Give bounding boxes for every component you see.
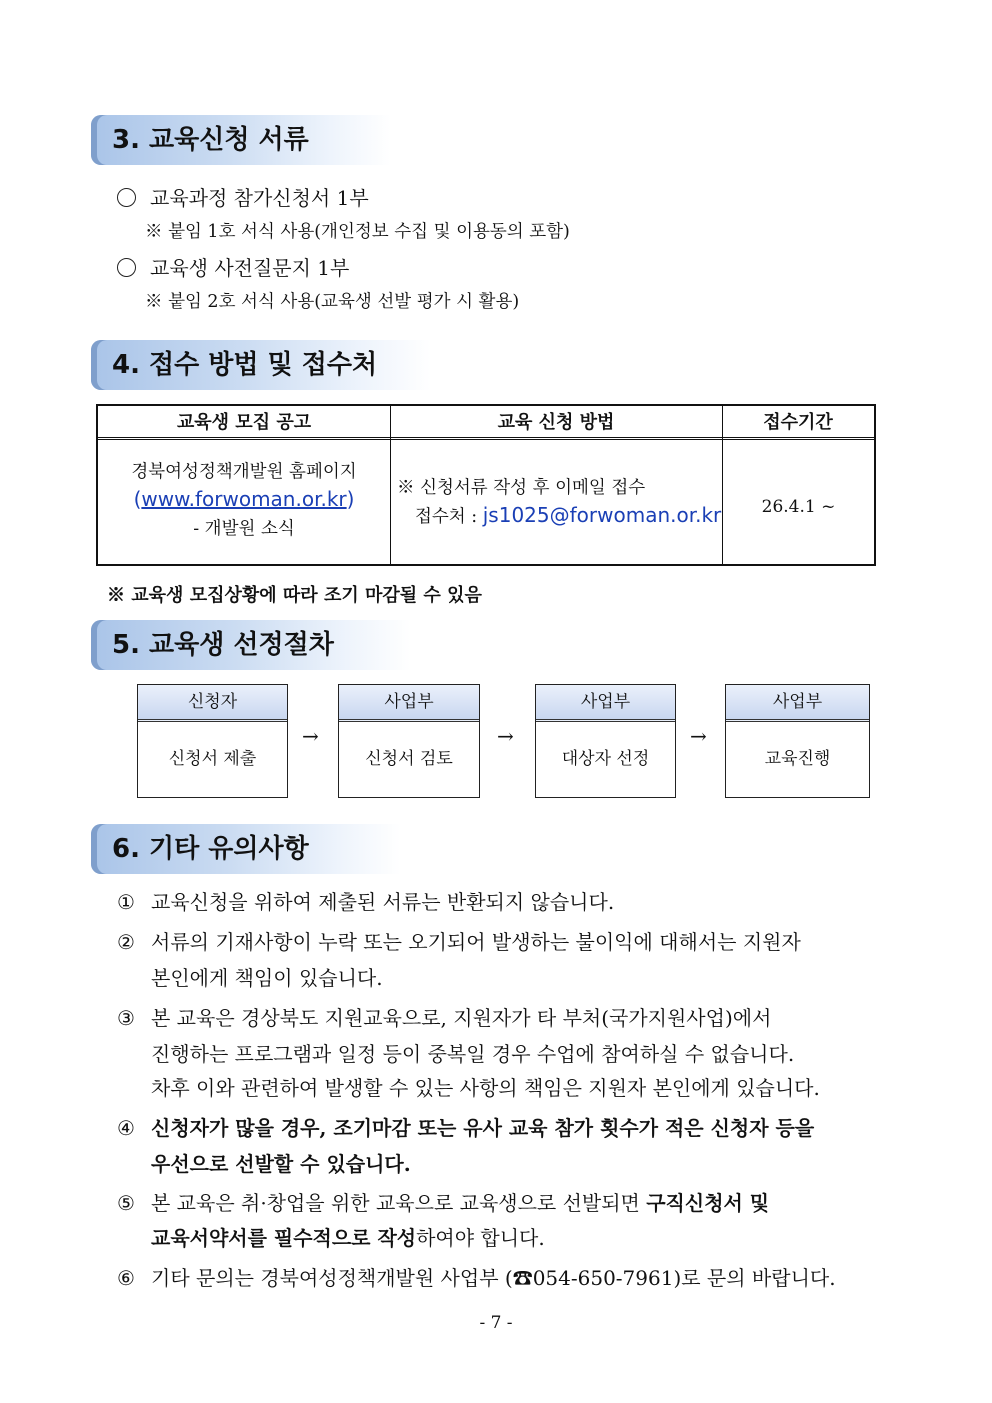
arrow-right-icon: → [302, 724, 319, 748]
flow-step-2 [338, 684, 480, 798]
table-cell-notice [98, 446, 390, 564]
item-text: 신청자가 많을 경우, 조기마감 또는 유사 교육 참가 횟수가 적은 신청자 등을 [151, 1116, 815, 1140]
paren-open: ( [133, 487, 142, 511]
page-number: - 7 - [479, 1313, 513, 1333]
notice-line: 경북여성정책개발원 홈페이지 [131, 462, 357, 482]
notice-line: - 개발원 소식 [193, 519, 295, 539]
table-cell-method [391, 446, 722, 564]
circle-bullet-icon [117, 258, 136, 277]
item-number: ② [117, 930, 135, 954]
method-line: ※ 신청서류 작성 후 이메일 접수 [397, 478, 646, 498]
step-action: 대상자 선정 [561, 749, 650, 769]
notice-item-3 [117, 1002, 771, 1031]
arrow-right-icon: → [690, 724, 707, 748]
phone-icon: ☎ [512, 1266, 533, 1290]
item-number: ⑤ [117, 1191, 135, 1215]
section-3-heading: 3. 교육신청 서류 [91, 115, 391, 165]
application-table [96, 404, 876, 566]
flow-step-3 [535, 684, 676, 798]
table-header-cell: 접수기간 [763, 412, 833, 433]
notice-item-6 [117, 1262, 836, 1291]
table-cell-period: 26.4.1 ~ [761, 497, 836, 517]
notice-item-4-cont: 우선으로 선발할 수 있습니다. [151, 1152, 411, 1176]
item-text: 교육생 사전질문지 1부 [150, 256, 350, 280]
method-email-line [415, 503, 722, 528]
notice-item-5-cont [151, 1222, 545, 1251]
item-number: ⑥ [117, 1266, 135, 1290]
section-5-heading: 5. 교육생 선정절차 [91, 620, 411, 670]
arrow-right-icon: → [497, 724, 514, 748]
item-text: 본 교육은 경상북도 지원교육으로, 지원자가 타 부처(국가지원사업)에서 [151, 1006, 772, 1030]
notice-item-3-cont: 진행하는 프로그램과 일정 등이 중복일 경우 수업에 참여하실 수 없습니다. [151, 1042, 795, 1066]
step-action: 신청서 제출 [168, 749, 257, 769]
notice-item-2-cont: 본인에게 책임이 있습니다. [151, 966, 383, 990]
document-item [117, 252, 349, 281]
step-action: 신청서 검토 [365, 749, 453, 769]
item-text: 하여야 합니다. [416, 1226, 545, 1250]
table-header-cell: 교육 신청 방법 [497, 412, 615, 433]
step-actor: 신청자 [138, 685, 287, 722]
item-text: 054-650-7961)로 문의 바랍니다. [532, 1266, 836, 1290]
notice-item-5 [117, 1187, 769, 1216]
item-text: 서류의 기재사항이 누락 또는 오기되어 발생하는 불이익에 대해서는 지원자 [151, 930, 801, 954]
document-item [117, 182, 369, 211]
step-actor: 사업부 [536, 685, 675, 722]
notice-url-line [98, 487, 390, 511]
notice-item-3-cont: 차후 이와 관련하여 발생할 수 있는 사항의 책임은 지원자 본인에게 있습니다. [151, 1076, 820, 1100]
item-text: 본 교육은 취·창업을 위한 교육으로 교육생으로 선발되면 [151, 1191, 647, 1215]
notice-item-4 [117, 1112, 814, 1141]
item-text: 교육신청을 위하여 제출된 서류는 반환되지 않습니다. [151, 890, 615, 914]
notice-item-1 [117, 886, 614, 915]
step-actor: 사업부 [339, 685, 479, 722]
paren-close: ) [346, 487, 355, 511]
email-link[interactable]: js1025@forwoman.or.kr [482, 503, 722, 527]
item-note: ※ 붙임 2호 서식 사용(교육생 선발 평가 시 활용) [145, 292, 520, 312]
item-note: ※ 붙임 1호 서식 사용(개인정보 수집 및 이용동의 포함) [145, 222, 570, 242]
item-text-bold: 교육서약서를 필수적으로 작성 [151, 1226, 417, 1250]
section-4-heading: 4. 접수 방법 및 접수처 [91, 340, 431, 390]
deadline-note: ※ 교육생 모집상황에 따라 조기 마감될 수 있음 [107, 585, 482, 606]
section-6-heading: 6. 기타 유의사항 [91, 824, 401, 874]
email-prefix: 접수처 : [415, 507, 483, 527]
item-number: ③ [117, 1006, 135, 1030]
homepage-link[interactable]: www.forwoman.or.kr [141, 487, 347, 511]
step-actor: 사업부 [726, 685, 869, 722]
table-header-cell: 교육생 모집 공고 [176, 412, 312, 433]
flow-step-4 [725, 684, 870, 798]
flow-step-1 [137, 684, 288, 798]
notice-item-2 [117, 926, 801, 955]
item-text: 교육과정 참가신청서 1부 [150, 186, 369, 210]
circle-bullet-icon [117, 188, 136, 207]
item-text: 기타 문의는 경북여성정책개발원 사업부 ( [151, 1266, 513, 1290]
item-text-bold: 구직신청서 및 [646, 1191, 770, 1215]
item-number: ① [117, 890, 135, 914]
step-action: 교육진행 [764, 749, 831, 769]
item-number: ④ [117, 1116, 135, 1140]
